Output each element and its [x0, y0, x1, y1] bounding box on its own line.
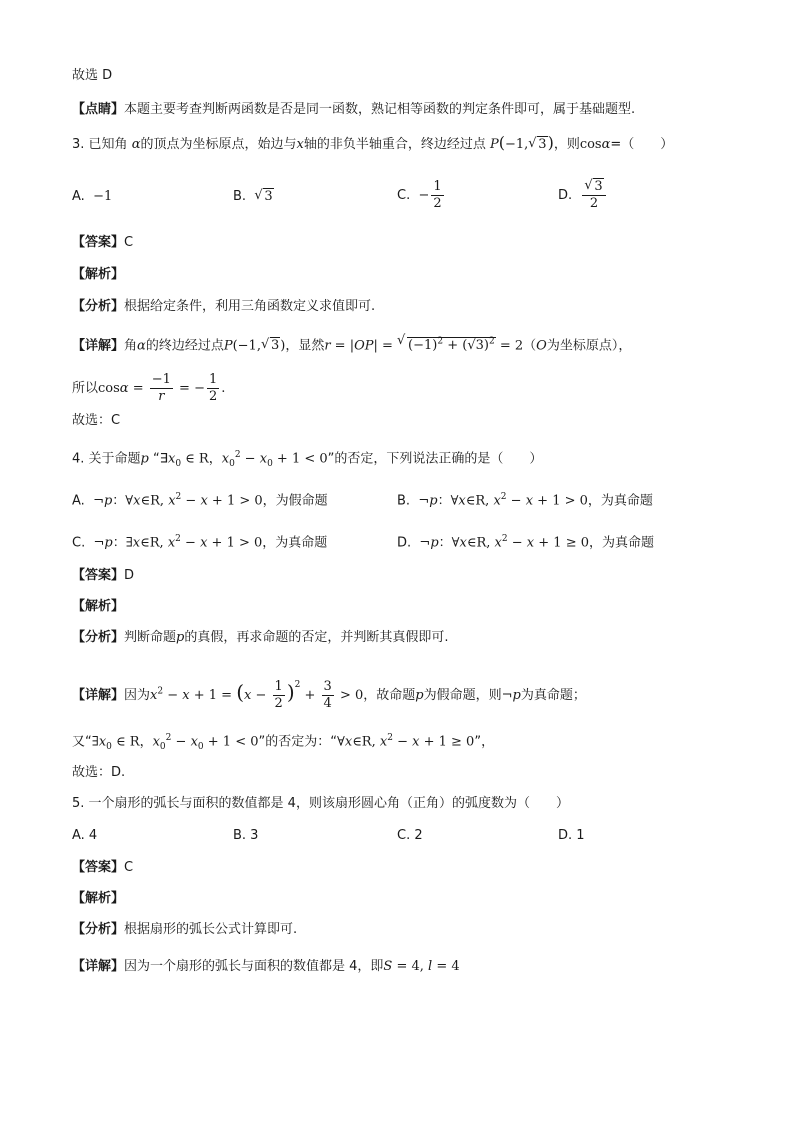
option-value: −1 — [93, 189, 113, 204]
section-label: 【分析】 — [72, 922, 125, 937]
text: ，显然 — [285, 338, 325, 354]
answer-line — [72, 67, 112, 85]
answer-3 — [72, 234, 133, 252]
option-b: B. √ 3 — [233, 188, 274, 206]
text: 根据扇形的弧长公式计算即可. — [124, 922, 298, 937]
text: 又“ — [72, 734, 92, 750]
text: 根据给定条件，利用三角函数定义求值即可. — [124, 299, 376, 314]
analysis-heading-4: 【解析】 — [72, 599, 125, 614]
option-label: A. — [72, 189, 85, 204]
text: 的终边经过点 — [145, 338, 224, 354]
text: ，则 — [553, 137, 580, 152]
text: ”， — [474, 734, 495, 750]
option-label: B. — [233, 189, 247, 204]
text: =（ ） — [610, 137, 674, 152]
text: 3. 已知角 — [72, 137, 128, 152]
question-4: 4. 关于命题p “$\exists x_0$ ∈ R，$x_0^2 - x_0 + 1 < 0$”的否定，下列说法正确的是（ ） — [72, 450, 543, 469]
text: 为真命题； — [520, 688, 586, 703]
text: “∃ — [153, 451, 168, 467]
option-b-4: B. ¬p：∀x∈R, $x^2 - x + 1 > 0$，为真命题 — [397, 492, 653, 509]
option-label: A. — [72, 493, 85, 509]
text: 判断命题 — [124, 630, 177, 645]
option-label: B. — [397, 493, 411, 509]
section-label: 【详解】 — [72, 338, 125, 354]
question-3: 3. 已知角 α的顶点为坐标原点，始边与x轴的非负半轴重合，终边经过点 P(−1,√ 3)，则cosα=（ ） — [72, 134, 673, 154]
option-a-4: A. ¬p：∀x∈R, $x^2 - x + 1 > 0$，为假命题 — [72, 492, 328, 509]
option-c-4: C. ¬p：∃x∈R, $x^2 - x + 1 > 0$，为真命题 — [72, 534, 328, 551]
xiangjie-3-line2: 所以cosα = $\frac{-1}{r}$ = − $\frac{1}{2}$ . — [72, 372, 226, 404]
text: 轴的非负半轴重合，终边经过点 — [303, 137, 486, 152]
fenxi-3 — [72, 298, 375, 316]
section-label: 【分析】 — [72, 630, 125, 645]
section-label: 【详解】 — [72, 959, 125, 974]
text: 4. 关于命题 — [72, 451, 141, 467]
section-label: 【点睛】 — [72, 102, 125, 117]
text: 因为 — [124, 688, 151, 703]
option-d: D. √ $\frac{3}{2}$ — [558, 179, 608, 212]
text: （ — [523, 338, 537, 354]
xiangjie-4: 【详解】因为$x^2 - x + 1 = (x$ − $\frac{1}{2}$ )$^2$ + $\frac{3}{4}$ > 0，故命题p为假命题，则¬p为真命题； — [72, 679, 586, 711]
option-c: C. − $\frac{1}{2}$ — [397, 179, 442, 211]
guxuan-3: 故选：C — [72, 413, 121, 428]
section-label: 【答案】 — [72, 235, 125, 250]
fenxi-5 — [72, 921, 297, 939]
option-a — [72, 188, 112, 206]
text: 的真假，再求命题的否定，并判断其真假即可. — [184, 630, 449, 645]
xiangjie-3: 【详解】角α的终边经过点P(−1,√ 3)，显然r = |OP| = √ $(-1)^2 + (√3)^2 = 2(O$为坐标原点）， — [72, 333, 631, 355]
option-label: C. — [397, 188, 411, 203]
text: ，为真命题 — [587, 493, 653, 509]
option-b-5: B. 3 — [233, 828, 259, 843]
section-label: 【分析】 — [72, 299, 125, 314]
option-c-5: C. 2 — [397, 828, 423, 843]
comment-line — [72, 101, 635, 119]
text: 为坐标原点）， — [546, 338, 632, 354]
xiangjie-5: 【详解】因为一个扇形的弧长与面积的数值都是 4，即S = 4, l = 4 — [72, 959, 460, 974]
negation-line: 又“$\exists x_0$ ∈ R，$x_0^2 - x_0 + 1 < 0$”的否定为：“∀x∈R, $x^2 - x + 1 \ge 0$”， — [72, 733, 495, 752]
question-5: 5. 一个扇形的弧长与面积的数值都是 4，则该扇形圆心角（正角）的弧度数为（ ） — [72, 796, 569, 811]
text: ，为假命题 — [262, 493, 328, 509]
option-label: D. — [558, 188, 573, 203]
text: ”的否定为：“ — [258, 734, 337, 750]
text: 本题主要考查判断两函数是否是同一函数，熟记相等函数的判定条件即可，属于基础题型. — [124, 102, 636, 117]
text: 故选 D — [72, 68, 113, 83]
answer-4 — [72, 567, 134, 585]
text: ，为真命题 — [262, 535, 328, 551]
guxuan-4: 故选：D. — [72, 765, 126, 780]
section-label: 【答案】 — [72, 860, 125, 875]
text: 因为一个扇形的弧长与面积的数值都是 4，即 — [124, 959, 384, 974]
analysis-heading-5: 【解析】 — [72, 891, 125, 906]
answer-5 — [72, 859, 133, 877]
option-label: C. — [72, 535, 86, 551]
option-d-5: D. 1 — [558, 828, 585, 843]
text: ”的否定，下列说法正确的是（ ） — [327, 451, 543, 467]
option-label: D. — [397, 535, 412, 551]
fenxi-4: 【分析】判断命题p的真假，再求命题的否定，并判断其真假即可. — [72, 630, 449, 645]
text: ，为真命题 — [589, 535, 655, 551]
answer-value: C — [124, 235, 134, 250]
option-d-4: D. ¬p：∀x∈R, $x^2 - x + 1 \ge 0$，为真命题 — [397, 534, 655, 551]
text: 角 — [124, 338, 138, 354]
text: ，故命题 — [363, 688, 416, 703]
option-a-5: A. 4 — [72, 828, 98, 843]
text: 所以 — [72, 381, 99, 396]
analysis-heading: 【解析】 — [72, 267, 125, 282]
answer-value: C — [124, 860, 134, 875]
text: 为假命题，则 — [423, 688, 502, 703]
answer-value: D — [124, 568, 135, 583]
text: 的顶点为坐标原点，始边与 — [140, 137, 297, 152]
section-label: 【答案】 — [72, 568, 125, 583]
section-label: 【详解】 — [72, 688, 125, 703]
